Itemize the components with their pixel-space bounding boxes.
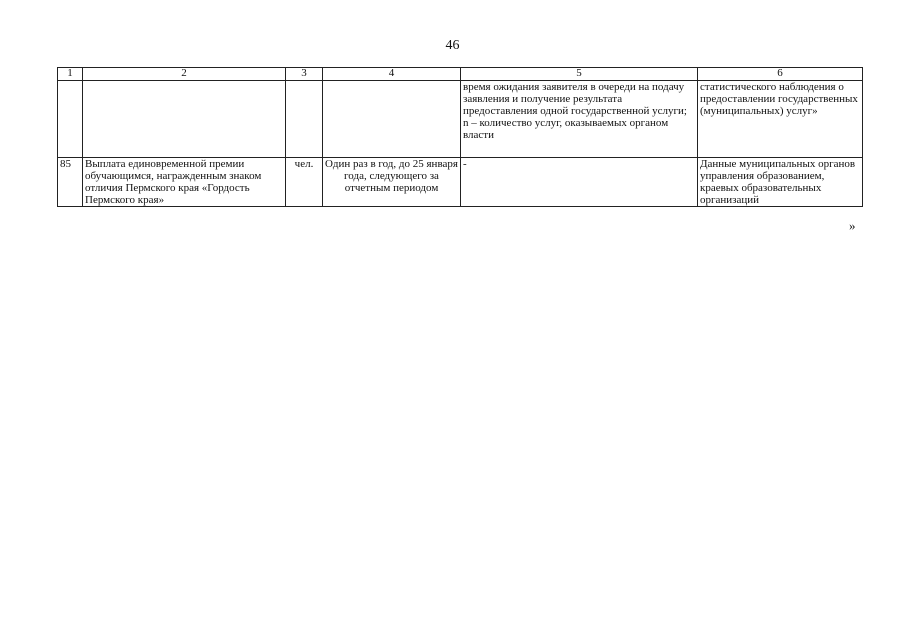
- column-number-2: 2: [83, 68, 286, 81]
- periodicity-cell: [323, 81, 461, 158]
- source-cell: Данные муниципальных органов управления образованием, краевых образовательных организаций: [698, 158, 863, 207]
- method-cell: -: [461, 158, 698, 207]
- column-number-6: 6: [698, 68, 863, 81]
- row-number-cell: [58, 81, 83, 158]
- column-number-1: 1: [58, 68, 83, 81]
- periodicity-cell: Один раз в год, до 25 января года, следующего за отчетным периодом: [323, 158, 461, 207]
- method-cell: время ожидания заявителя в очереди на подачу заявления и получение результата предоставления одной государственной услуги; n – количество услуг, оказываемых органом власти: [461, 81, 698, 158]
- table-row: [58, 158, 863, 207]
- table-row: [58, 81, 863, 158]
- unit-cell: [286, 81, 323, 158]
- indicators-table: [57, 67, 863, 207]
- closing-quote-mark: »: [849, 218, 856, 233]
- column-number-5: 5: [461, 68, 698, 81]
- source-cell: статистического наблюдения о предоставлении государственных (муниципальных) услуг»: [698, 81, 863, 158]
- indicator-name-cell: Выплата единовременной премии обучающимся, награжденным знаком отличия Пермского края «Гордость Пермского края»: [83, 158, 286, 207]
- indicator-name-cell: [83, 81, 286, 158]
- table-header-row: [58, 68, 863, 81]
- column-number-3: 3: [286, 68, 323, 81]
- page-number: 46: [445, 38, 460, 53]
- column-number-4: 4: [323, 68, 461, 81]
- row-number-cell: 85: [58, 158, 83, 207]
- unit-cell: чел.: [286, 158, 323, 207]
